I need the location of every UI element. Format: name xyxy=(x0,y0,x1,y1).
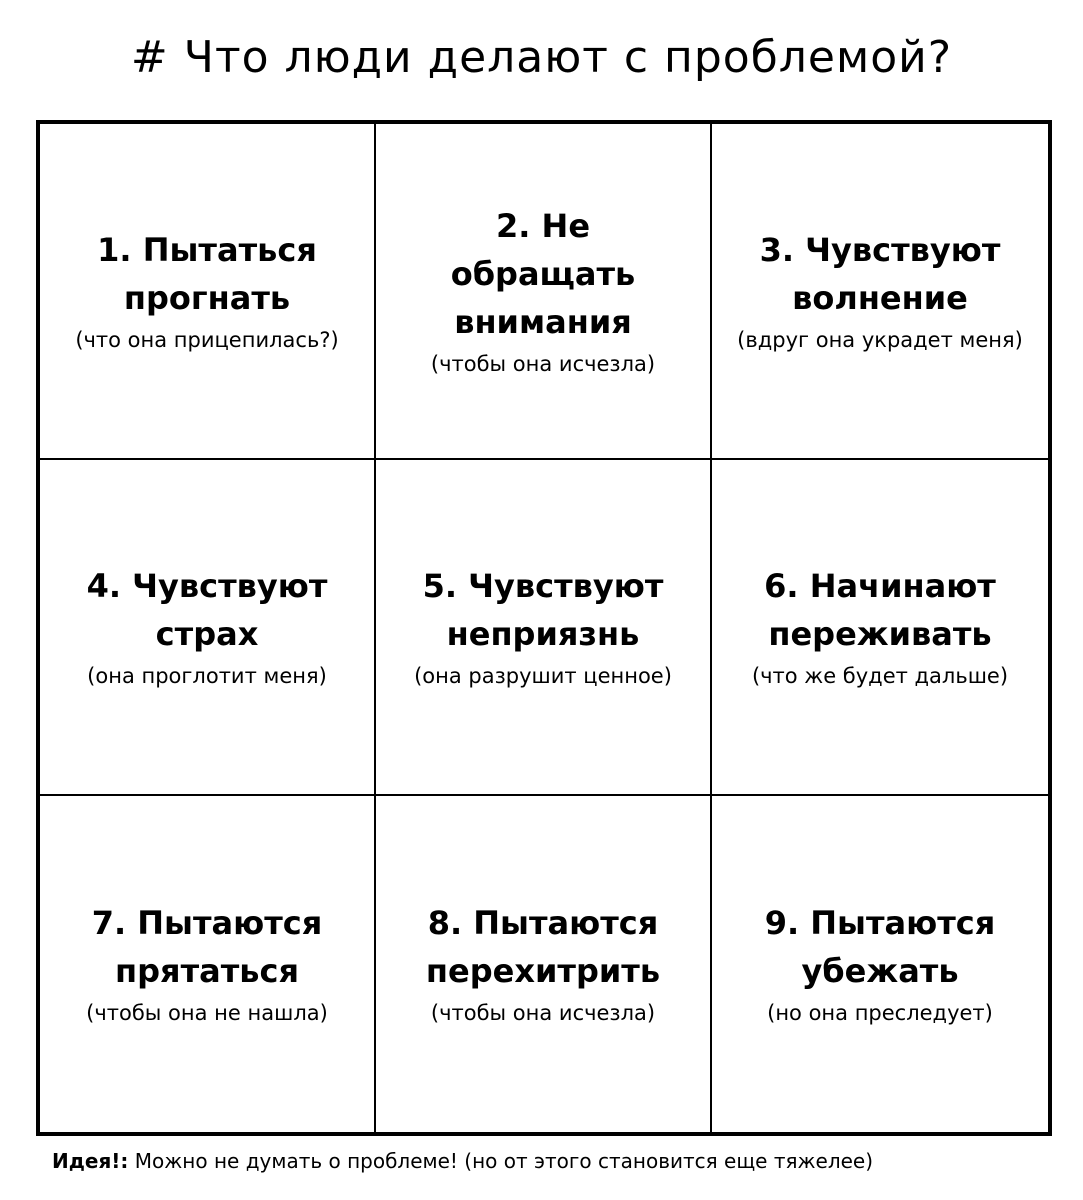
grid-cell xyxy=(376,124,712,460)
cell-heading: 2. Не обращать внимания xyxy=(450,207,636,341)
cell-heading: 5. Чувствуют неприязнь xyxy=(422,567,664,653)
grid-cell xyxy=(712,124,1048,460)
cell-heading: 8. Пытаются перехитрить xyxy=(425,904,661,990)
cell-note: (но она преследует) xyxy=(767,1001,993,1025)
grid-cell xyxy=(376,796,712,1132)
cell-heading: 4. Чувствуют страх xyxy=(86,567,328,653)
cell-note: (вдруг она украдет меня) xyxy=(737,328,1023,352)
grid-cell xyxy=(376,460,712,796)
cell-note: (чтобы она исчезла) xyxy=(430,352,656,376)
grid-cell xyxy=(712,460,1048,796)
cell-note: (чтобы она исчезла) xyxy=(430,1001,656,1025)
footer-label: Идея!: xyxy=(52,1149,129,1173)
cell-heading: 7. Пытаются прятаться xyxy=(91,904,323,990)
cell-heading: 6. Начинают переживать xyxy=(764,567,996,653)
cell-heading: 9. Пытаются убежать xyxy=(764,904,996,990)
footer-text: Можно не думать о проблеме! (но от этого становится еще тяжелее) xyxy=(128,1149,874,1173)
cell-heading: 1. Пытаться прогнать xyxy=(97,231,317,317)
grid-cell xyxy=(40,124,376,460)
cell-note: (что же будет дальше) xyxy=(751,664,1009,688)
cell-note: (она проглотит меня) xyxy=(87,664,327,688)
cell-note: (чтобы она не нашла) xyxy=(86,1001,328,1025)
cell-note: (что она прицепилась?) xyxy=(75,328,339,352)
grid-cell xyxy=(40,460,376,796)
footer-note xyxy=(52,1146,873,1176)
cell-heading: 3. Чувствуют волнение xyxy=(759,231,1001,317)
grid-cell xyxy=(40,796,376,1132)
problem-grid xyxy=(36,120,1052,1136)
page-title: # Что люди делают с проблемой? xyxy=(130,32,953,83)
cell-note: (она разрушит ценное) xyxy=(414,664,672,688)
grid-cell xyxy=(712,796,1048,1132)
